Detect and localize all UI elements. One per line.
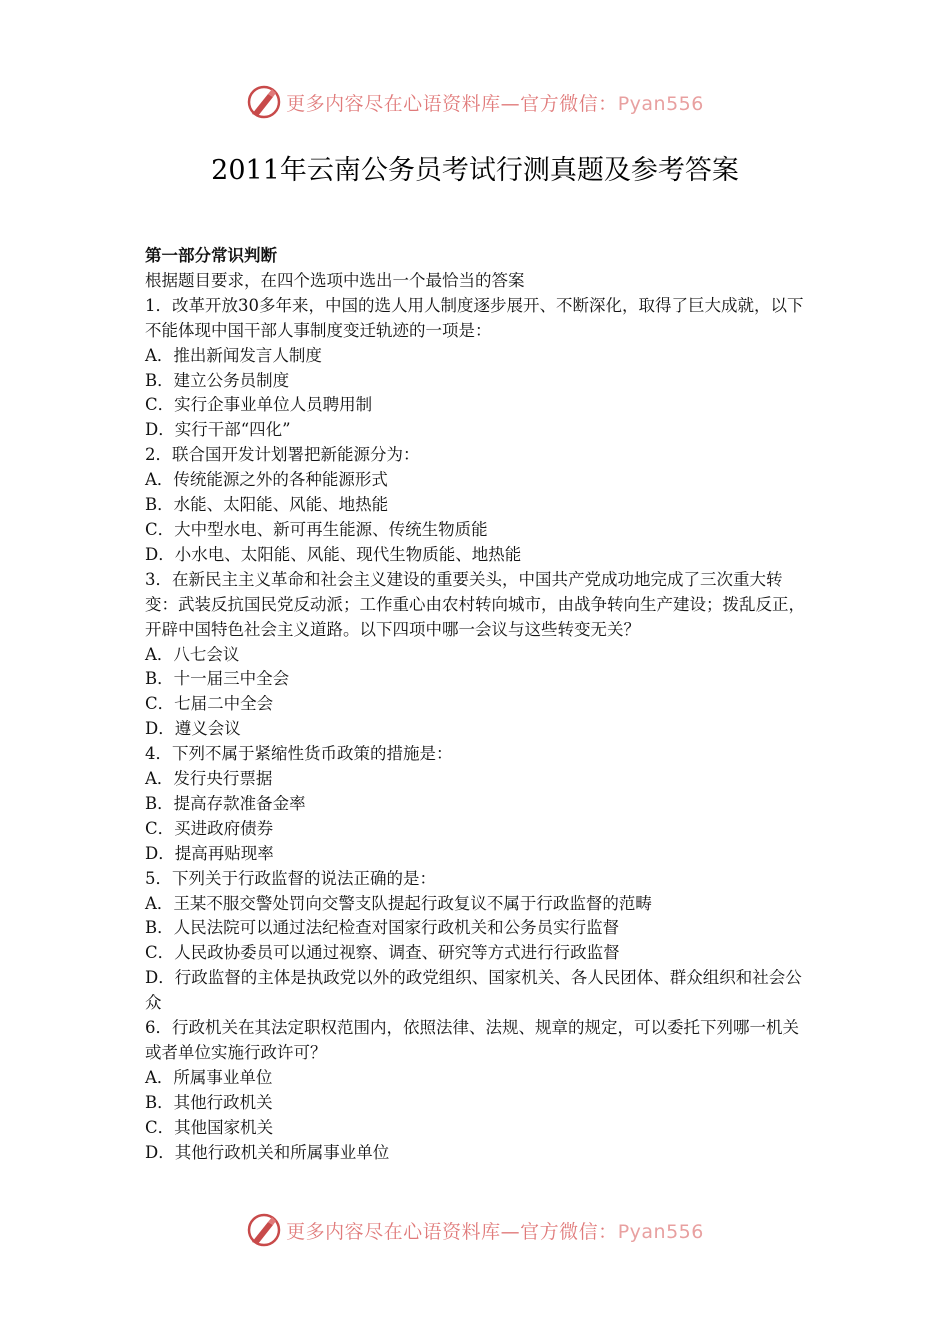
question-stem: 5．下列关于行政监督的说法正确的是：: [145, 868, 436, 888]
answer-option: C．买进政府债券: [145, 818, 274, 838]
answer-option: A．传统能源之外的各种能源形式: [145, 470, 388, 490]
banner-text: [286, 89, 704, 116]
question-list: [145, 294, 810, 1166]
answer-option: A．八七会议: [145, 644, 240, 664]
question-stem: 4．下列不属于紧缩性货币政策的措施是：: [145, 744, 453, 764]
answer-option: C．实行企事业单位人员聘用制: [145, 395, 373, 415]
question-stem: 2．联合国开发计划署把新能源分为：: [145, 445, 420, 465]
answer-option: C．其他国家机关: [145, 1117, 274, 1137]
answer-option: D．其他行政机关和所属事业单位: [145, 1142, 390, 1162]
pen-logo-icon: [246, 84, 282, 120]
banner-wechat-label: 官方微信：: [520, 1220, 618, 1243]
footer-watermark-banner: [0, 1210, 950, 1250]
banner-wechat-id: Pyan556: [617, 1220, 704, 1243]
answer-option: B．十一届三中全会: [145, 669, 290, 689]
document-title: 2011年云南公务员考试行测真题及参考答案: [211, 155, 739, 186]
answer-option: B．建立公务员制度: [145, 370, 290, 390]
answer-option: A．推出新闻发言人制度: [145, 345, 322, 365]
answer-option: A．王某不服交警处罚向交警支队提起行政复议不属于行政监督的范畴: [145, 893, 652, 913]
answer-option: A．发行央行票据: [145, 769, 273, 789]
header-watermark-banner: [0, 82, 950, 122]
section-instruction: 根据题目要求，在四个选项中选出一个最恰当的答案: [145, 270, 525, 290]
answer-option: A．所属事业单位: [145, 1067, 273, 1087]
banner-main-text: 更多内容尽在心语资料库—: [286, 1220, 521, 1243]
question-stem: 1．改革开放30多年来，中国的选人用人制度逐步展开、不断深化，取得了巨大成就，以下不能体现中国干部人事制度变迁轨迹的一项是：: [145, 295, 804, 340]
answer-option: B．水能、太阳能、风能、地热能: [145, 495, 389, 515]
answer-option: C．大中型水电、新可再生能源、传统生物质能: [145, 519, 488, 539]
answer-option: D．小水电、太阳能、风能、现代生物质能、地热能: [145, 544, 522, 564]
question-stem: 6．行政机关在其法定职权范围内，依照法律、法规、规章的规定，可以委托下列哪一机关或者单位实施行政许可？: [145, 1018, 799, 1062]
answer-option: D．提高再贴现率: [145, 843, 274, 863]
answer-option: B．人民法院可以通过法纪检查对国家行政机关和公务员实行监督: [145, 918, 620, 938]
pen-logo-icon: [246, 1212, 282, 1248]
banner-text: [286, 1217, 704, 1244]
section-heading: 第一部分常识判断: [145, 246, 277, 265]
banner-main-text: 更多内容尽在心语资料库—: [286, 92, 521, 115]
answer-option: B．其他行政机关: [145, 1092, 273, 1112]
document-body: [145, 244, 810, 1166]
answer-option: D．遵义会议: [145, 719, 241, 739]
answer-option: C．七届二中全会: [145, 694, 274, 714]
answer-option: B．提高存款准备金率: [145, 793, 306, 813]
question-stem: 3．在新民主主义革命和社会主义建设的重要关头，中国共产党成功地完成了三次重大转变：武装反抗国民党反动派；工作重心由农村转向城市，由战争转向生产建设；拨乱反正，开辟中国特色社会主义道路。以下四项中哪一会议与这些转变无关？: [145, 569, 805, 639]
banner-wechat-label: 官方微信：: [520, 92, 618, 115]
banner-wechat-id: Pyan556: [617, 92, 704, 115]
answer-option: D．实行干部“四化”: [145, 420, 291, 440]
answer-option: C．人民政协委员可以通过视察、调查、研究等方式进行行政监督: [145, 943, 620, 963]
answer-option: D．行政监督的主体是执政党以外的政党组织、国家机关、各人民团体、群众组织和社会公众: [145, 968, 802, 1013]
